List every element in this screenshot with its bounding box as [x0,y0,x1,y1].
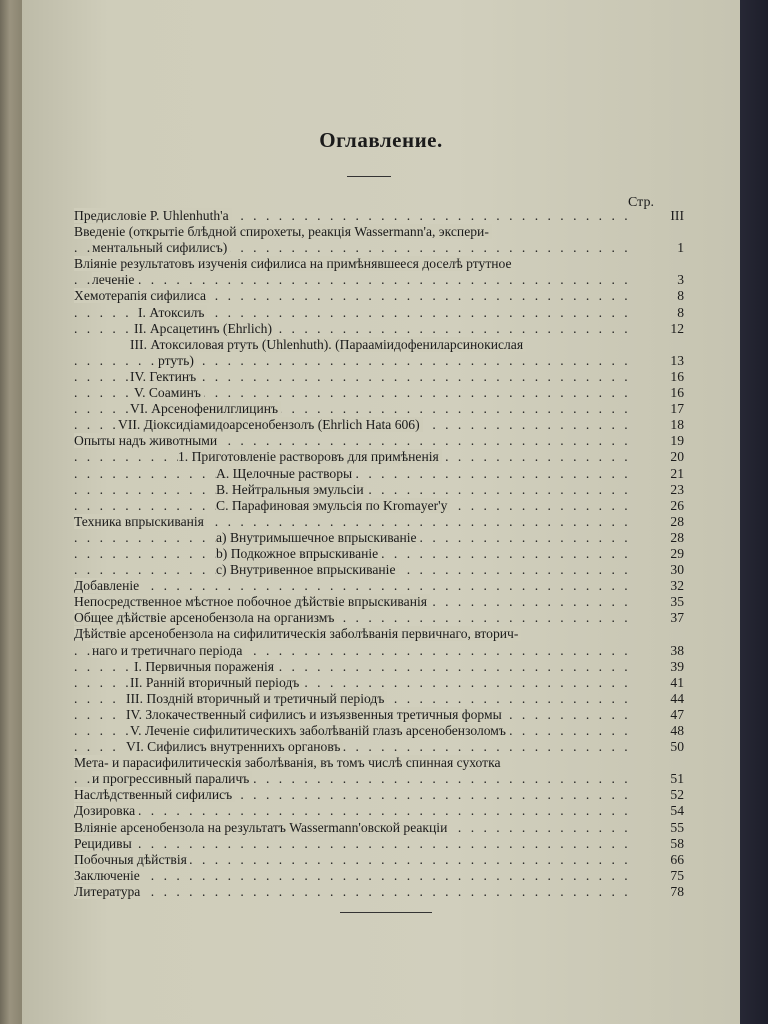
toc-entry-page: 23 [670,481,684,497]
toc-entry-page: 30 [670,562,684,578]
toc-entry-text: 1. Приготовленіе растворовъ для примѣненія [178,449,442,464]
toc-entry-title [74,530,638,546]
toc-entry-page: 19 [670,433,684,449]
toc-entry-title [74,836,638,852]
toc-entry-page: 44 [670,690,684,706]
toc-entry-title [74,562,638,578]
toc-entry-text: наго и третичнаго періода [92,643,245,658]
toc-entry-page: 35 [670,594,684,610]
toc-entry-text: Опыты надъ животными [74,433,220,448]
toc-entry-page: 39 [670,658,684,674]
toc-entry [74,240,684,256]
toc-entry [74,723,684,739]
toc-entry-text: c) Внутривенное впрыскиваніе [216,562,399,577]
toc-entry-page: 21 [670,465,684,481]
toc-entry-page: 16 [670,368,684,384]
toc-entry-page: 28 [670,529,684,545]
toc-entry-page: 48 [670,723,684,738]
toc-entry [74,820,684,836]
toc-entry-title [74,466,638,482]
toc-entry [74,449,684,465]
toc-entry [74,594,684,610]
toc-entry-title [74,385,638,401]
toc-entry-text: Вліяніе арсенобензола на результатъ Wassermann'овской реакціи [74,820,450,835]
toc-entry-title [74,337,638,353]
toc-entry-text: b) Подкожное впрыскиваніе [216,546,381,561]
toc-entry-page: 51 [670,771,684,787]
toc-entry-text: II. Ранній вторичный періодъ [130,675,302,690]
toc-entry-page: 16 [670,385,684,401]
toc-entry-title [74,240,638,256]
toc-entry-title [74,803,638,819]
toc-entry-title [74,884,638,900]
toc-entry-text: III. Поздній вторичный и третичный періодъ [126,691,387,706]
toc-entry-text: Мета- и парасифилитическія заболѣванія, въ томъ числѣ спинная сухотка [74,755,504,770]
toc-entry [74,433,684,449]
toc-entry-title [74,852,638,868]
toc-entry-text: Введеніе (открытіе блѣдной спирохеты, реакція Wassermann'a, экспери- [74,224,492,239]
toc-entry-title [74,868,638,884]
toc-entry [74,643,684,659]
toc-entry-page: 18 [670,417,684,433]
toc-entry-page: 26 [670,497,684,513]
toc-entry [74,401,684,417]
toc-entry-page: 52 [670,787,684,803]
toc-entry [74,562,684,578]
toc-entry [74,578,684,594]
toc-entry-title [74,401,638,417]
toc-entry-title [74,305,638,321]
toc-entry-title [74,739,638,755]
toc-entry [74,626,684,642]
toc-entry-text: и прогрессивный параличъ [92,771,252,786]
toc-entry-text: II. Арсацетинъ (Ehrlich) [134,321,275,336]
toc-entry-page: 47 [670,706,684,722]
toc-entry-title [74,691,638,707]
toc-entry [74,256,684,272]
toc-entry-page: 50 [670,739,684,755]
toc-entry [74,288,684,304]
toc-entry-title [74,626,638,642]
book-spine-edge [0,0,22,1024]
toc-entry-title [74,659,638,675]
toc-entry-text: Общее дѣйствіе арсенобензола на организмъ [74,610,337,625]
toc-entry-text: B. Нейтральныя эмульсіи [216,482,367,497]
toc-entry-page: 38 [670,642,684,658]
toc-entry-title [74,208,638,224]
toc-entry-title [74,321,638,337]
toc-entry-text: Добавленіе [74,578,142,593]
toc-entry [74,739,684,755]
toc-entry [74,321,684,337]
toc-entry [74,482,684,498]
toc-entry [74,353,684,369]
toc-entry-page: 1 [677,240,684,256]
toc-entry-text: a) Внутримышечное впрыскиваніе [216,530,420,545]
toc-entry [74,659,684,675]
toc-entry-title [74,755,638,771]
toc-entry-title [74,498,638,514]
toc-entry [74,884,684,900]
toc-entry [74,852,684,868]
toc-entry-text: Побочныя дѣйствія [74,852,190,867]
toc-entry-text: Заключеніе [74,868,143,883]
toc-entry-title [74,578,638,594]
title-divider [347,176,391,177]
page-title: Оглавление. [319,128,443,152]
toc-entry-title [74,288,638,304]
toc-entry-text: Дѣйствіе арсенобензола на сифилитическія заболѣванія первичнаго, вторич- [74,626,521,641]
toc-entry-text: V. Соаминъ [134,385,204,400]
toc-entry-title [74,610,638,626]
toc-entry-text: Предисловіе P. Uhlenhuth'a [74,208,232,223]
toc-entry-title [74,787,638,803]
toc-entry-text: Вліяніе результатовъ изученія сифилиса на примѣнявшееся доселѣ ртутное [74,256,515,271]
toc-entry-title [74,675,638,691]
toc-entry [74,385,684,401]
toc-entry-title [74,771,638,787]
toc-entry-title [74,514,638,530]
toc-entry-page: 28 [670,513,684,529]
toc-entry [74,417,684,433]
toc-entry-page: 54 [670,803,684,819]
toc-entry-title [74,723,638,739]
toc-entry-page: 78 [670,883,684,899]
toc-entry-page: 8 [677,304,684,320]
toc-entry-title [74,482,638,498]
toc-entry-text: I. Атоксилъ [138,305,207,320]
toc-entry-title [74,224,638,240]
toc-entry-page: 37 [670,610,684,626]
table-of-contents [74,208,684,900]
toc-entry [74,868,684,884]
toc-entry-page: 20 [670,449,684,465]
toc-entry-text: Наслѣдственный сифилисъ [74,787,235,802]
toc-entry-text: C. Парафиновая эмульсія по Kromayer'y [216,498,450,513]
toc-entry-page: III [670,208,684,223]
toc-entry-page: 8 [677,288,684,304]
toc-entry-text: IV. Гектинъ [130,369,199,384]
toc-entry-title [74,256,638,272]
toc-entry-text: ментальный сифилисъ) [92,240,230,255]
toc-entry-page: 3 [677,272,684,288]
toc-entry-title [74,272,638,288]
toc-entry [74,305,684,321]
toc-entry [74,771,684,787]
toc-entry [74,514,684,530]
toc-entry-title [74,369,638,385]
page-column-header: Стр. [628,195,654,210]
toc-entry [74,337,684,353]
toc-entry-text: V. Леченіе сифилитическихъ заболѣваній глазъ арсенобензоломъ [130,723,509,738]
toc-entry-text: леченіе [92,272,137,287]
toc-entry-title [74,417,638,433]
toc-entry [74,466,684,482]
toc-entry-text: Хемотерапія сифилиса [74,288,209,303]
toc-entry-text: VI. Арсенофенилглицинъ [130,401,281,416]
toc-entry-title [74,594,638,610]
toc-entry-title [74,546,638,562]
toc-entry-page: 55 [670,819,684,835]
toc-entry-text: IV. Злокачественный сифилисъ и изъязвенныя третичныя формы [126,707,505,722]
toc-entry [74,675,684,691]
toc-entry [74,498,684,514]
toc-entry-text: I. Первичныя пораженія [134,659,277,674]
toc-entry-text: Рецидивы [74,836,135,851]
toc-entry [74,836,684,852]
toc-entry-text: Техника впрыскиванія [74,514,207,529]
toc-entry [74,272,684,288]
toc-entry-text: III. Атоксиловая ртуть (Uhlenhuth). (Парааміидофениларсинокислая [130,337,526,352]
toc-entry-text: ртуть) [158,353,197,368]
toc-entry-title [74,707,638,723]
toc-entry [74,224,684,240]
toc-entry-page: 13 [670,352,684,368]
toc-entry-page: 32 [670,578,684,594]
toc-entry [74,787,684,803]
toc-entry-page: 75 [670,867,684,883]
toc-entry-text: VI. Сифилисъ внутреннихъ органовъ [126,739,343,754]
toc-entry-text: Литература [74,884,143,899]
toc-entry [74,755,684,771]
toc-entry-title [74,353,638,369]
toc-entry-page: 58 [670,835,684,851]
toc-entry [74,546,684,562]
toc-entry [74,803,684,819]
toc-entry [74,208,684,224]
toc-entry [74,369,684,385]
toc-entry-title [74,449,638,465]
toc-entry-page: 66 [670,851,684,867]
toc-entry-text: VII. Діоксидіамидоарсенобензолъ (Ehrlich Hata 606) [118,417,423,432]
end-divider [340,912,432,913]
toc-entry [74,530,684,546]
toc-entry-page: 17 [670,401,684,417]
toc-entry-title [74,820,638,836]
toc-entry [74,707,684,723]
toc-entry-page: 29 [670,545,684,561]
book-page [22,0,740,1024]
toc-entry-title [74,643,638,659]
toc-entry-page: 12 [670,320,684,336]
toc-entry-text: A. Щелочные растворы [216,466,355,481]
toc-entry [74,691,684,707]
toc-entry-page: 41 [670,674,684,690]
toc-entry-text: Непосредственное мѣстное побочное дѣйствіе впрыскиванія [74,594,430,609]
toc-entry [74,610,684,626]
toc-entry-text: Дозировка [74,803,138,818]
toc-entry-title [74,433,638,449]
